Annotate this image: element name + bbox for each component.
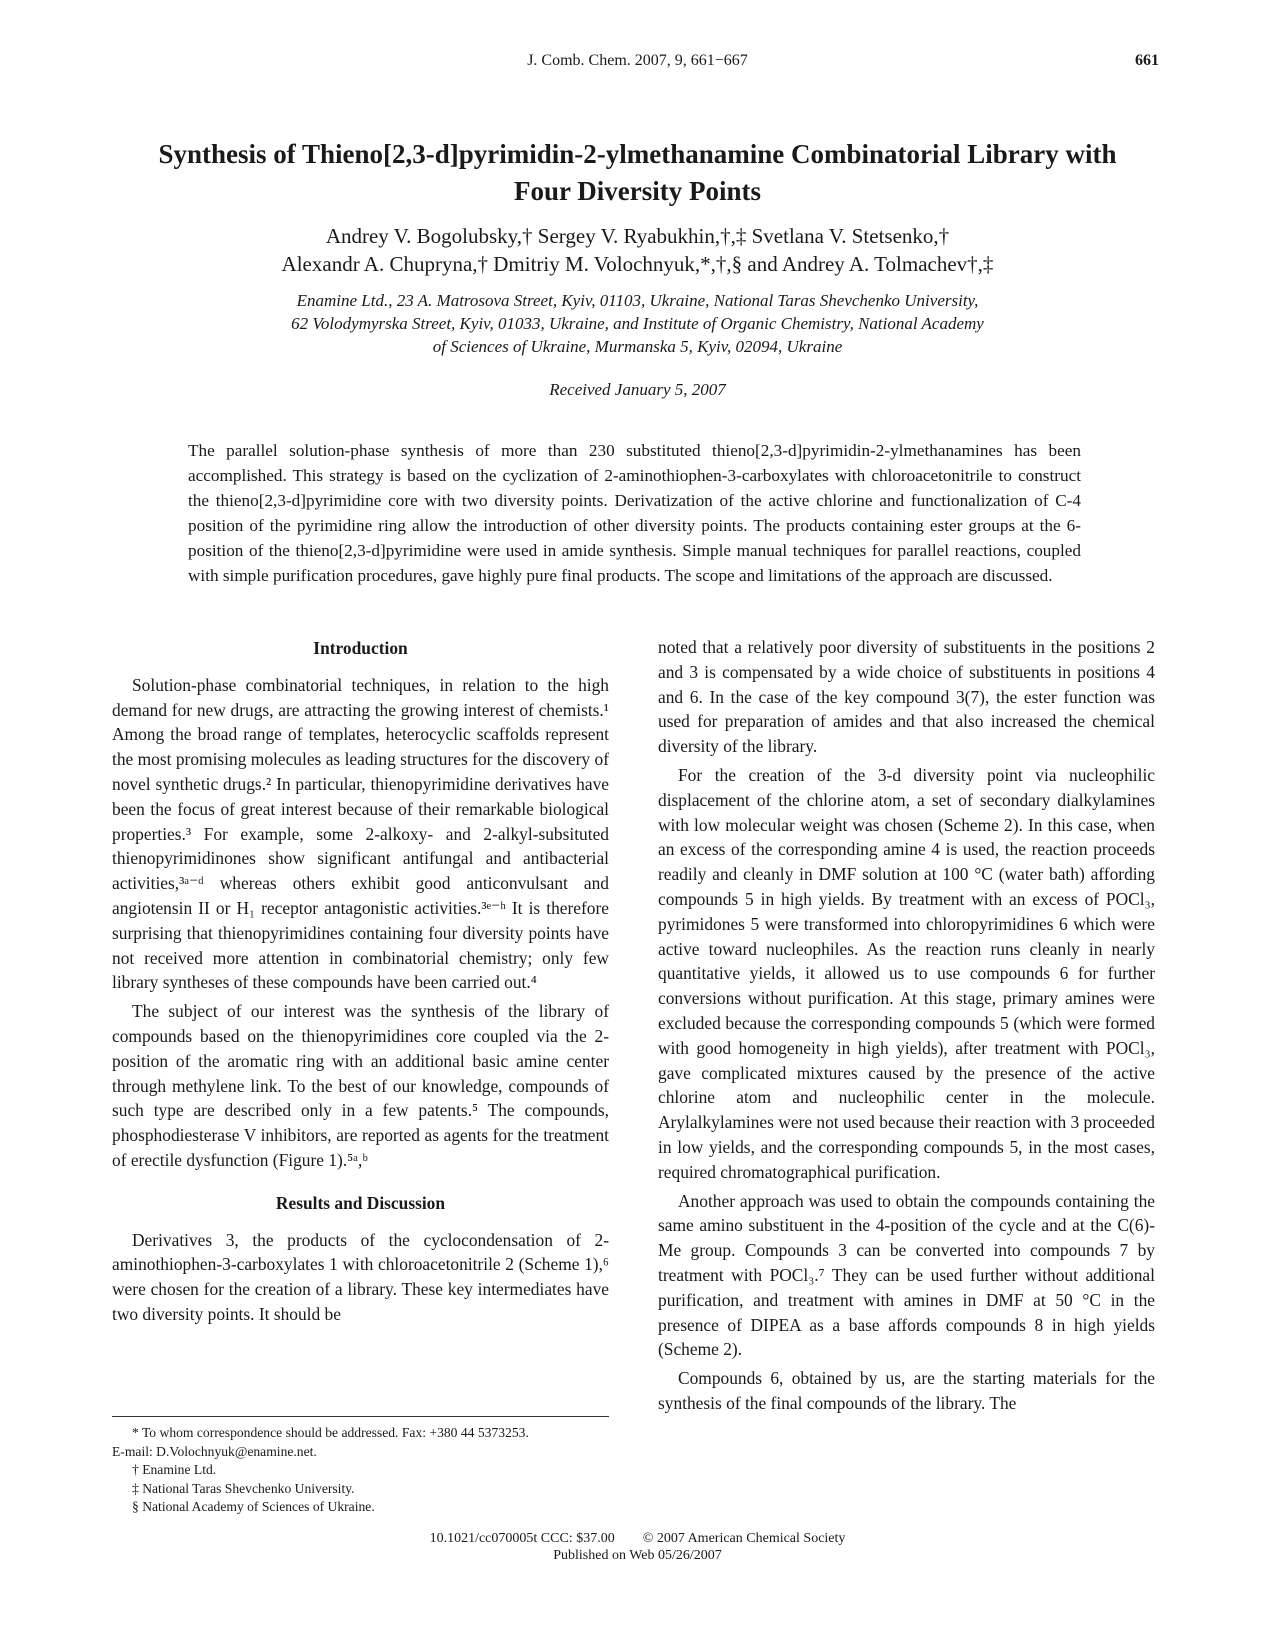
affiliation-line-2: 62 Volodymyrska Street, Kyiv, 01033, Ukraine, and Institute of Organic Chemistry, National Academy (291, 314, 984, 333)
results-paragraph-continued: noted that a relatively poor diversity of substituents in the positions 2 and 3 is compensated by a wide choice of substituents in positions 4 and 6. In the case of the key compound 3(7), the ester function was used for preparation of amides and that also increased the chemical diversity of the library. (658, 637, 1155, 757)
intro-paragraph-2: The subject of our interest was the synthesis of the library of compounds based on the thienopyrimidines core coupled via the 2-position of the aromatic ring with an additional basic amine center through methylene link. To the best of our knowledge, compounds of such type are described only in a few patents.⁵ The compounds, phosphodiesterase V inhibitors, are reported as agents for the treatment of erectile dysfunction (Figure 1).⁵ᵃ,ᵇ (112, 1001, 609, 1170)
published-date: Published on Web 05/26/2007 (553, 1548, 722, 1563)
article-title: Synthesis of Thieno[2,3-d]pyrimidin-2-ylmethanamine Combinatorial Library with Four Diversity Points (158, 139, 1117, 206)
abstract: The parallel solution-phase synthesis of more than 230 substituted thieno[2,3-d]pyrimidin-2-ylmethanamines has been accomplished. This strategy is based on the cyclization of 2-aminothiophen-3-carboxylates with chloroacetonitrile to construct the thieno[2,3-d]pyrimidine core with two diversity points. Derivatization of the active chlorine and functionalization of C-4 position of the pyrimidine ring allow the introduction of other diversity points. The products containing ester groups at the 6-position of the thieno[2,3-d]pyrimidine were used in amide synthesis. Simple manual techniques for parallel reactions, coupled with simple purification procedures, gave highly pure final products. The scope and limitations of the approach are discussed. (188, 441, 1081, 585)
results-paragraph-2: For the creation of the 3-d diversity point via nucleophilic displacement of the chlorine atom, a set of secondary dialkylamines with low molecular weight was chosen (Scheme 2). In this case, when an excess of the corresponding amine 4 is used, the reaction proceeds readily and cleanly in DMF solution at 100 °C (water bath) affording compounds 5 in high yields. By treatment with an excess of POCl₃, pyrimidones 5 were transformed into chloropyrimidines 6 which were active toward nucleophiles. As the reaction runs cleanly in nearly quantitative yields, it allowed us to use compounds 6 for further conversions without purification. At this stage, primary amines were excluded because the corresponding compounds 5 (which were formed with good homogeneity in high yields), after treatment with POCl₃, gave complicated mixtures caused by the presence of the active chlorine atom and nucleophilic center in the molecule. Arylalkylamines were not used because their reaction with 3 proceeded in low yields, and the corresponding compounds 5, in the most cases, required chromatographical purification. (658, 764, 1155, 1182)
author-line-1: Andrey V. Bogolubsky,† Sergey V. Ryabukhin,†,‡ Svetlana V. Stetsenko,† (325, 224, 950, 248)
received-date: Received January 5, 2007 (549, 380, 726, 399)
page-number: 661 (1135, 52, 1159, 69)
author-line-2: Alexandr A. Chupryna,† Dmitriy M. Volochnyuk,*,†,§ and Andrey A. Tolmachev†,‡ (281, 252, 994, 276)
copyright: © 2007 American Chemical Society (642, 1531, 846, 1546)
affiliation-line-1: Enamine Ltd., 23 A. Matrosova Street, Kyiv, 01103, Ukraine, National Taras Shevchenko University, (296, 291, 979, 310)
results-paragraph-3: Another approach was used to obtain the compounds containing the same amino substituent in the 4-position of the cycle and at the C(6)-Me group. Compounds 3 can be converted into compounds 7 by treatment with POCl₃.⁷ They can be used further without additional purification, and treatment with amines in DMF at 50 °C in the presence of DIPEA as a base affords compounds 8 in high yields (Scheme 2). (658, 1190, 1155, 1360)
affiliations (150, 289, 1125, 358)
footnote-correspondence: * To whom correspondence should be addressed. Fax: +380 44 5373253. (132, 1425, 529, 1440)
footnotes (112, 1416, 609, 1517)
intro-paragraph-1: Solution-phase combinatorial techniques, in relation to the high demand for new drugs, are attracting the growing interest of chemists.¹ Among the broad range of templates, heterocyclic scaffolds represent the most promising molecules as leading structures for the discovery of novel synthetic drugs.² In particular, thienopyrimidine derivatives have been the focus of great interest because of their remarkable biological properties.³ For example, some 2-alkoxy- and 2-alkyl-subsituted thienopyrimidinones show significant antifungal and antibacterial activities,³ᵃ⁻ᵈ whereas others exhibit good anticonvulsant and angiotensin II or H₁ receptor antagonistic activities.³ᵉ⁻ʰ It is therefore surprising that thienopyrimidines containing four diversity points have not received more attention in combinatorial chemistry; only few library syntheses of these compounds have been carried out.⁴ (112, 674, 609, 993)
footnote-enamine: † Enamine Ltd. (132, 1462, 217, 1477)
results-heading: Results and Discussion (275, 1192, 446, 1213)
journal-reference: J. Comb. Chem. 2007, 9, 661−667 (527, 52, 748, 69)
right-column (658, 635, 1155, 1420)
results-paragraph-1: Derivatives 3, the products of the cyclocondensation of 2-aminothiophen-3-carboxylates 1 with chloroacetonitrile 2 (Scheme 1),⁶ were chosen for the creation of a library. These key intermediates have two diversity points. It should be (112, 1229, 609, 1324)
publication-info (0, 1530, 1275, 1564)
affiliation-line-3: of Sciences of Ukraine, Murmanska 5, Kyiv, 02094, Ukraine (432, 337, 843, 356)
left-column (112, 636, 609, 1331)
results-paragraph-4: Compounds 6, obtained by us, are the starting materials for the synthesis of the final compounds of the library. The (658, 1368, 1155, 1413)
introduction-heading: Introduction (313, 638, 408, 658)
running-head (0, 52, 1275, 76)
doi-ccc: 10.1021/cc070005t CCC: $37.00 (429, 1531, 615, 1546)
footnote-shevchenko: ‡ National Taras Shevchenko University. (132, 1480, 355, 1496)
footnote-email: E-mail: D.Volochnyuk@enamine.net. (112, 1443, 317, 1459)
footnote-academy: § National Academy of Sciences of Ukraine. (132, 1499, 375, 1514)
author-list (150, 222, 1125, 278)
